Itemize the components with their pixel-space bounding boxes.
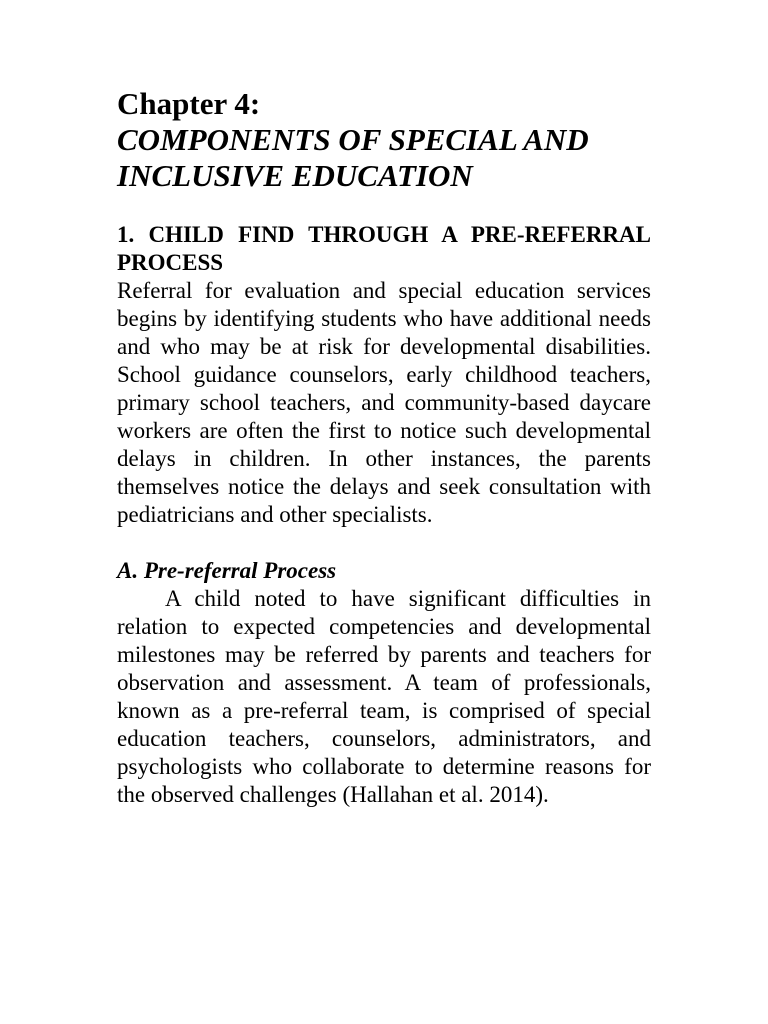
document-page	[117, 86, 651, 809]
chapter-title-line-1: COMPONENTS OF SPECIAL AND	[117, 122, 589, 157]
subsection-heading-pre-referral: A. Pre-referral Process	[117, 558, 337, 583]
chapter-number: Chapter 4:	[117, 86, 261, 121]
chapter-title-line-2: INCLUSIVE EDUCATION	[117, 158, 473, 193]
subsection-body-pre-referral: A child noted to have significant difficulties in relation to expected competencies and developmental milestones may be referred by parents and teachers for observation and assessment. A team of professionals, known as a pre-referral team, is comprised of special education teachers, counselors, administrators, and psychologists who collaborate to determine reasons for the observed challenges (Hallahan et al. 2014).	[117, 586, 651, 807]
section-heading-child-find: 1. CHILD FIND THROUGH A PRE-REFERRAL PROCESS	[117, 222, 651, 275]
section-body-referral: Referral for evaluation and special education services begins by identifying students who have additional needs and who may be at risk for developmental disabilities. School guidance counselors, early childhood teachers, primary school teachers, and community-based daycare workers are often the first to notice such developmental delays in children. In other instances, the parents themselves notice the delays and seek consultation with pediatricians and other specialists.	[117, 278, 651, 527]
